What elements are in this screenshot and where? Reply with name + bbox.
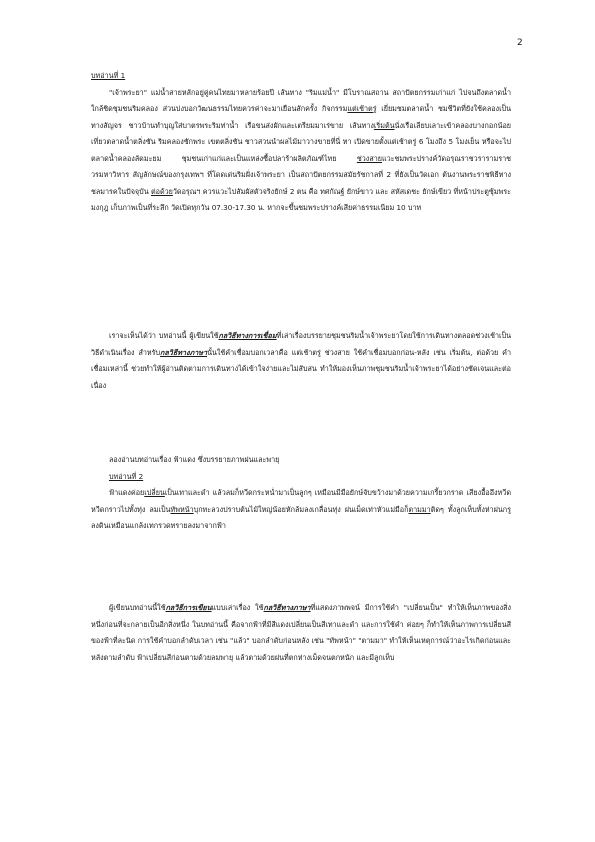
section-analysis-2: [91, 600, 511, 666]
reading-2-paragraph: ฟ้าแดงค่อยเปลี่ยนเป็นเทาและดำ แล้วลมก็หวีดกระหน่ำมาเป็นลูกๆ เหมือนมีมือยักษ์จับขว้างมาด้วยความเกรี้ยวกราด เสียงอื้ออึงหวีดหวีดกราวไปทั้งทุ่ง ลมเป็นทัพหน้าบุกทะลวงปราบต้นไม้ใหญ่น้อยหักล้มลงเกลื่อนทุ่ง ฝนเม็ดเท่าหัวแม่มือก็ตามมาติดๆ ทั้งลูกเห็บทั้งห่าฝนกรูลงดินเหมือนแกล้งเทกรวดทรายลงมาจากฟ้า: [91, 488, 511, 530]
emphasized-term: กลวิธีการเขียน: [165, 603, 212, 612]
underlined-term: ช่วงสาย: [356, 153, 382, 163]
reading-1-paragraph: "เจ้าพระยา" แม่น้ำสายหลักอยู่คู่คนไทยมาหลายร้อยปี เส้นทาง "ริมแม่น้ำ" มีโบราณสถาน สถาปัตยกรรมเก่าแก่ ไปจนถึงตลาดน้ำใกล้ชิดชุมชนริมคลอง ส่วนบ่งบอกวัฒนธรรมไทยควรค่าจะมาเยือนสักครั้ง กิจกรรมแต่เช้าตรู่ เยี่ยมชมตลาดน้ำ ชมชีวิตที่ยังใช้คลองเป็นทางสัญจร ชาวบ้านทำบุญใส่บาตรพระริมท่าน้ำ เรือขนส่งผักและเตรียมมาเร่ขาย เส้นทางเริ่มต้นนั่งเรือเลียบเลาะเข้าคลองบางกอกน้อย เที่ยวตลาดน้ำตลิ่งชัน ริมคลองชักพระ เขตตลิ่งชัน ชาวสวนนำผลไม้มาวางขายที่นี่ ทา เปิดขายตั้งแต่เช้าตรู่ 6 โมงถึง 5 โมงเย็น หรือจะไปตลาดน้ำคลองลัดมะยม ชุมชนเก่าแก่และเป็นแหล่งซื้อปลาร้าผลิตภัณฑ์ไทย ช่วงสายแวะชมพระปรางค์วัดอรุณราชวรารามราชวรมหาวิหาร สัญลักษณ์ของกรุงเทพฯ ที่โดดเด่นริมฝั่งเจ้าพระยา เป็นสถาปัตยกรรมสมัยรัชกาลที่ 2 ที่ยังเป็นวัดเอก ต้นงานพระราชพิธีทางชลมารคในปัจจุบัน ต่อด้วยวัดอรุณฯ ควรแวะไปสัมผัสตัวจริงยักษ์ 2 ตน คือ ทศกัณฐ์ ยักษ์ขาว และ สหัสเดชะ ยักษ์เขียว ที่หน้าประตูซุ้มพระมงกุฎ เก็บภาพเป็นที่ระลึก วัดเปิดทุกวัน 07.30-17.30 น. หากจะขึ้นชมพระปรางค์เสียค่าธรรมเนียม 10 บาท: [91, 87, 511, 212]
emphasized-term: กลวิธีทางการเชื่อม: [218, 331, 277, 340]
reading-2-heading: บทอ่านที่ 2: [109, 471, 144, 481]
section-reading-1: [91, 68, 511, 217]
underlined-term: ต่อด้วย: [150, 186, 173, 196]
underlined-term: ตามมา: [408, 504, 431, 514]
underlined-term: แต่เช้าตรู่: [347, 104, 377, 113]
reading-1-heading: บทอ่านที่ 1: [91, 71, 126, 80]
section-analysis-1: [91, 328, 511, 394]
analysis-2-paragraph: ผู้เขียนบทอ่านนี้ใช้กลวิธีการเขียนแบบเล่าเรื่อง ใช้กลวิธีทางภาษาที่แสดงภาพพจน์ มีการใช้คำ "เปลี่ยนเป็น" ทำให้เห็นภาพของสิ่งหนึ่งก่อนที่จะกลายเป็นอีกสิ่งหนึ่ง ในบทอ่านนี้ คือจากฟ้าที่มีสีแดงเปลี่ยนเป็นสีเทาและดำ และการใช้คำ ค่อยๆ ก็ทำให้เห็นภาพการเปลี่ยนสีของฟ้าที่ละนิด การใช้คำบอกลำดับเวลา เช่น "แล้ว" บอกลำดับก่อนหลัง เช่น "ทัพหน้า" "ตามมา" ทำให้เห็นเหตุการณ์ว่าอะไรเกิดก่อนและหลังตามลำดับ ฟ้าเปลี่ยนสีก่อนตามด้วยลมพายุ แล้วตามด้วยฝนที่ตกห่างเม็ดจนตกหนัก และมีลูกเห็บ: [91, 603, 511, 662]
reading-2-intro: ลองอ่านบทอ่านเรื่อง ฟ้าแดง ซึ่งบรรยายภาพฝนและพายุ: [109, 455, 280, 464]
underlined-term: เปลี่ยน: [144, 488, 165, 497]
page-number: 2: [517, 38, 523, 48]
underlined-term: ทัพหน้า: [170, 504, 194, 514]
analysis-1-paragraph: เราจะเห็นได้ว่า บทอ่านนี้ ผู้เขียนใช้กลวิธีทางการเชื่อมที่เล่าเรื่องบรรยายชุมชนริมน้ำเจ้าพระยาโดยใช้การเดินทางตลอดช่วงเช้าเป็นวิธีดำเนินเรื่อง สำหรับกลวิธีทางภาษานั้นใช้คำเชื่อมบอกเวลาคือ แต่เช้าตรู่ ช่วงสาย ใช้คำเชื่อมบอกก่อน-หลัง เช่น เริ่มต้น, ต่อด้วย คำเชื่อมเหล่านี้ ช่วยทำให้ผู้อ่านติดตามการเดินทางได้เข้าใจง่ายและไม่สับสน ทำให้มองเห็นภาพชุมชนริมน้ำเจ้าพระยาได้อย่างชัดเจนและต่อเนื่อง: [91, 331, 511, 390]
emphasized-term: กลวิธีทางภาษา: [263, 603, 311, 612]
section-reading-2: [91, 452, 511, 535]
emphasized-term: กลวิธีทางภาษา: [160, 347, 208, 357]
underlined-term: เริ่มต้น: [373, 120, 395, 130]
